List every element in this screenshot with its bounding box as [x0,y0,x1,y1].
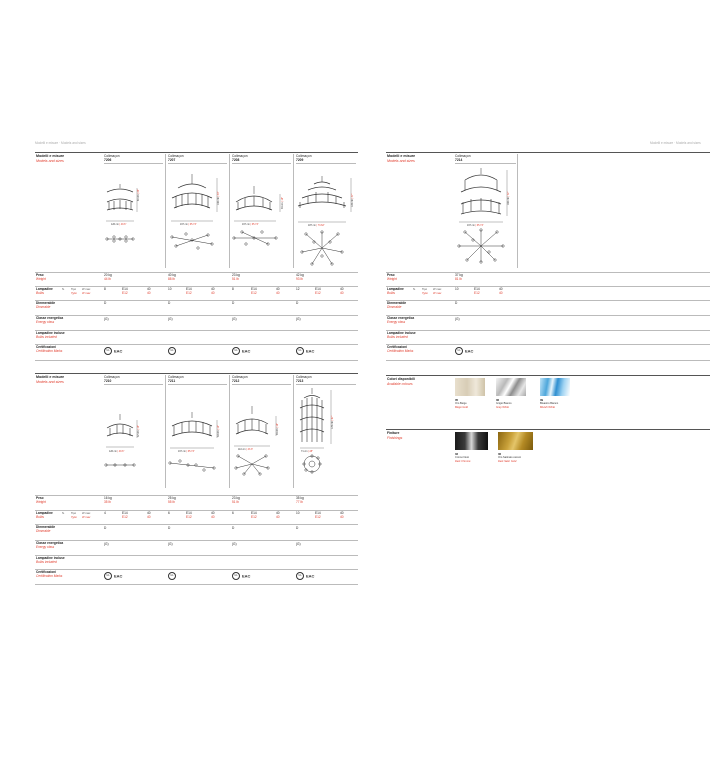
bulbs-type-en-7210: E12 [122,515,128,519]
bulbs-w-en-7207: 40 [211,291,215,295]
right-label-energy-en: Energy class [387,320,406,324]
ul-mark-icon: UL [232,572,240,580]
energy-7206: (G) [104,317,109,321]
bulbs-n-7208: 8 [232,287,234,291]
label-cert-en-bottom: Certification Marks [36,574,63,578]
drawing-7209 [296,172,358,267]
dim-7213: D [296,526,299,530]
ul-mark-icon: UL [168,572,176,580]
bulbs-n-7211: 6 [168,511,170,515]
svg-text:126 cm | 49.6": 126 cm | 49.6" [109,450,125,453]
label-bulbs: Lampadine [36,287,53,291]
svg-text:167 cm | 65.74": 167 cm | 65.74" [180,223,197,226]
right-label-dimmable: Dimmerabile [387,301,407,305]
right-label-bulbs-type: Tipo [422,288,428,291]
label-bulbs-en-bottom: Bulbs [36,515,44,519]
svg-text:167 cm | 65.74": 167 cm | 65.74" [467,224,484,227]
bottom-col4-family: Colimaçon [296,375,312,379]
bulbs-w-7211: 40 [211,511,215,515]
swatch-dark-satin-gold [498,432,533,450]
label-weight-en-bottom: Weight [36,500,46,504]
bulbs-n-7210: 4 [104,511,106,515]
cert-7207 [168,347,178,355]
svg-text:110 cm | 43.3": 110 cm | 43.3" [238,448,254,451]
weight-7209: 42 kg [296,273,304,277]
bulbs-w-en-7206: 40 [147,291,151,295]
bulbs-type-en-7213: E12 [315,515,321,519]
cert-7214 [455,347,473,355]
finishes-rule [386,429,710,430]
ul-mark-icon: UL [296,347,304,355]
ul-mark-icon: UL [232,347,240,355]
bulbs-w-7213: 40 [340,511,344,515]
right-label-cert-en: Certification Marks [387,349,414,353]
energy-7212: (G) [232,542,237,546]
eac-mark-icon: EAC [306,348,315,354]
bulbs-w-en-7214: 40 [499,291,503,295]
weight-en-7207: 88 lb [168,277,175,281]
label-energy: Classe energetica [36,316,64,320]
svg-text:120 cm | 47": 120 cm | 47" [351,193,354,207]
weight-en-7214: 81 lb [455,277,462,281]
bottom-col3-code: 7212 [232,379,240,383]
right-label-weight: Peso [387,273,395,277]
bulbs-n-7206: 8 [104,287,106,291]
right-label-bulbs-n: N. [413,288,416,291]
bulbs-w-en-7208: 40 [276,291,280,295]
bulbs-type-7214: E14 [474,287,480,291]
weight-7211: 25 kg [168,496,176,500]
right-label-energy: Classe energetica [387,316,415,320]
bulbs-type-7206: E14 [122,287,128,291]
ul-mark-icon: UL [455,347,463,355]
bulbs-type-en-7212: E12 [251,515,257,519]
swatch-name-en-05: Beige Gold [455,405,468,409]
bulbs-type-en-7206: E12 [122,291,128,295]
bulbs-n-7212: 6 [232,511,234,515]
colours-title: Colori disponibili [387,377,415,381]
swatch-code-06: 06 [496,398,500,402]
top-col2-family: Colimaçon [168,154,184,158]
swatch-name-09: Bluastro Bianco [540,402,559,405]
eac-mark-icon: EAC [242,348,251,354]
top-col1-family: Colimaçon [104,154,120,158]
right-label-bulbs: Lampadine [387,287,404,291]
bulbs-type-en-7208: E12 [251,291,257,295]
swatch-code-05: 05 [455,398,459,402]
cert-7206 [104,347,122,355]
finish-code-02: 02 [455,452,459,456]
dim-7207: D [168,301,171,305]
bottom-section-title: Modelli e misure [36,375,65,379]
label-bulbs-type-bottom: Tipo [71,512,77,515]
bottom-col4-code: 7213 [296,379,304,383]
swatch-name-en-06: Grey White [496,405,509,409]
right-label-bulbs-w: W max [433,288,442,291]
bulbs-w-en-7211: 40 [211,515,215,519]
right-col-family: Colimaçon [455,154,471,158]
finish-name-02: Cromo Nero [455,456,470,459]
svg-text:187 cm | 73.62": 187 cm | 73.62" [308,224,325,227]
weight-en-7210: 35 lb [104,500,111,504]
label-dimmable: Dimmerabile [36,301,56,305]
bulbs-w-7207: 40 [211,287,215,291]
label-cert-en: Certification Marks [36,349,63,353]
bottom-table-rule [35,373,358,374]
bulbs-type-7207: E14 [186,287,192,291]
weight-en-7208: 51 lb [232,277,239,281]
bulbs-type-7209: E14 [315,287,321,291]
swatch-beige-gold [455,378,485,396]
running-head-right: Modelli e misure · Models and sizes [650,141,701,145]
eac-mark-icon: EAC [114,573,123,579]
energy-7213: (G) [296,542,301,546]
weight-7206: 20 kg [104,273,112,277]
label-energy-en-bottom: Energy class [36,545,55,549]
colours-rule [386,375,710,376]
label-dimmable-en: Dimmable [36,305,51,309]
finish-name-en-06: Dark Satin Gold [498,459,517,463]
bottom-col2-family: Colimaçon [168,375,184,379]
svg-text:46 cm | 18": 46 cm | 18" [281,197,284,209]
svg-text:167 cm | 65.74": 167 cm | 65.74" [242,223,259,226]
energy-7208: (G) [232,317,237,321]
drawing-7212 [232,402,292,477]
right-label-dimmable-en: Dimmable [387,305,402,309]
label-bulbs-w: W max [82,288,91,291]
energy-7210: (G) [104,542,109,546]
bottom-col1-code: 7210 [104,379,112,383]
label-included-bottom: Lampadine incluse [36,556,65,560]
drawing-7214 [455,166,517,266]
right-table-rule [386,152,710,153]
weight-7214: 37 kg [455,273,463,277]
energy-7207: (G) [168,317,173,321]
swatch-code-09: 09 [540,398,544,402]
label-cert-bottom: Certificazioni [36,570,57,574]
bulbs-type-en-7214: E12 [474,291,480,295]
bulbs-n-7207: 10 [168,287,172,291]
swatch-name-en-09: Bluishi White [540,405,555,409]
cert-7208 [232,347,250,355]
bulbs-w-7214: 40 [499,287,503,291]
bulbs-w-en-7210: 40 [147,515,151,519]
right-label-bulbs-w-en: W max [433,292,442,295]
label-bulbs-w-en-bottom: W max [82,516,91,519]
label-included-en: Bulbs included [36,335,57,339]
label-bulbs-type-en-bottom: Type [71,516,77,519]
label-cert: Certificazioni [36,345,57,349]
top-col3-family: Colimaçon [232,154,248,158]
cert-7210 [104,572,122,580]
energy-7214: (G) [455,317,460,321]
svg-text:170 cm | 67": 170 cm | 67" [331,415,334,429]
running-head-left: Modelli e misure · Models and sizes [35,141,86,145]
svg-text:33 cm | 13": 33 cm | 13" [217,425,220,437]
eac-mark-icon: EAC [114,348,123,354]
energy-7209: (G) [296,317,301,321]
label-dimmable-en-bottom: Dimmable [36,529,51,533]
ul-mark-icon: UL [104,347,112,355]
drawing-7213 [296,386,358,486]
right-col-code: 7214 [455,158,463,162]
drawing-7207 [168,164,228,264]
label-weight-bottom: Peso [36,496,44,500]
label-bulbs-bottom: Lampadine [36,511,53,515]
bottom-col3-family: Colimaçon [232,375,248,379]
ul-mark-icon: UL [168,347,176,355]
label-energy-en: Energy class [36,320,55,324]
label-bulbs-n: N. [62,288,65,291]
top-section-title: Modelli e misure [36,154,65,158]
drawing-7206 [104,166,164,266]
bulbs-type-7210: E14 [122,511,128,515]
label-bulbs-w-en: W max [82,292,91,295]
bulbs-type-7208: E14 [251,287,257,291]
right-section-title: Modelli e misure [387,154,416,158]
bottom-section-subtitle: Models and sizes [36,379,64,384]
right-section-subtitle: Models and sizes [387,158,415,163]
right-label-included-en: Bulbs included [387,335,408,339]
bulbs-type-7212: E14 [251,511,257,515]
swatch-grey-white [496,378,526,396]
bulbs-type-7213: E14 [315,511,321,515]
finishes-subtitle: Finishings [387,435,403,440]
ul-mark-icon: UL [104,572,112,580]
cert-7211 [168,572,178,580]
right-label-cert: Certificazioni [387,345,408,349]
svg-text:64 cm | 25": 64 cm | 25" [137,189,140,201]
weight-7212: 23 kg [232,496,240,500]
weight-en-7206: 44 lb [104,277,111,281]
right-label-bulbs-type-en: Type [422,292,428,295]
bottom-col1-family: Colimaçon [104,375,120,379]
drawing-7211 [168,408,228,473]
svg-text:71 cm | 28": 71 cm | 28" [301,450,313,453]
weight-en-7212: 51 lb [232,500,239,504]
bulbs-type-7211: E14 [186,511,192,515]
dim-7211: D [168,526,171,530]
right-label-included: Lampadine incluse [387,331,416,335]
swatch-name-05: Oro Beige [455,402,467,405]
swatch-name-06: Grigio Bianco [496,402,512,405]
bulbs-w-7208: 40 [276,287,280,291]
cert-7213 [296,572,314,580]
label-included: Lampadine incluse [36,331,65,335]
swatch-bluish-white [540,378,570,396]
cert-7212 [232,572,250,580]
label-dimmable-bottom: Dimmerabile [36,525,56,529]
finish-name-en-02: Dark Chrome [455,459,471,463]
bulbs-w-7210: 40 [147,511,151,515]
bulbs-w-7212: 40 [276,511,280,515]
energy-7211: (G) [168,542,173,546]
weight-7207: 40 kg [168,273,176,277]
finish-code-06: 06 [498,452,502,456]
label-bulbs-n-bottom: N. [62,512,65,515]
svg-text:182 cm | 72": 182 cm | 72" [507,191,510,205]
bulbs-w-en-7213: 40 [340,515,344,519]
bulbs-type-en-7207: E12 [186,291,192,295]
top-col2-code: 7207 [168,158,176,162]
svg-text:167 cm | 65.74": 167 cm | 65.74" [178,450,195,453]
bulbs-n-7209: 12 [296,287,300,291]
bulbs-w-7209: 40 [340,287,344,291]
dim-7208: D [232,301,235,305]
eac-mark-icon: EAC [465,348,474,354]
cert-7209 [296,347,314,355]
dim-7209: D [296,301,299,305]
weight-en-7211: 55 lb [168,500,175,504]
svg-text:37 cm | 15": 37 cm | 15" [137,425,140,437]
top-col3-code: 7208 [232,158,240,162]
bulbs-type-en-7211: E12 [186,515,192,519]
bulbs-w-en-7212: 40 [276,515,280,519]
label-bulbs-type-en: Type [71,292,77,295]
finishes-title: Finiture [387,431,400,435]
bulbs-w-7206: 40 [147,287,151,291]
bulbs-n-7214: 10 [455,287,459,291]
label-energy-bottom: Classe energetica [36,541,64,545]
dim-7210: D [104,526,107,530]
svg-text:126 cm | 49.6": 126 cm | 49.6" [111,223,127,226]
drawing-7208 [232,176,292,266]
eac-mark-icon: EAC [306,573,315,579]
eac-mark-icon: EAC [242,573,251,579]
weight-7210: 16 kg [104,496,112,500]
drawing-7210 [104,410,164,470]
svg-text:102 cm | 40": 102 cm | 40" [217,191,220,205]
label-weight-en: Weight [36,277,46,281]
svg-text:46 cm | 18": 46 cm | 18" [276,423,279,435]
label-included-en-bottom: Bulbs included [36,560,57,564]
label-bulbs-en: Bulbs [36,291,44,295]
dim-7214: D [455,301,458,305]
label-weight: Peso [36,273,44,277]
right-label-bulbs-en: Bulbs [387,291,395,295]
weight-en-7209: 93 lb [296,277,303,281]
dim-7212: D [232,526,235,530]
top-col4-family: Colimaçon [296,154,312,158]
dim-7206: D [104,301,107,305]
colours-subtitle: Available colours [387,381,413,386]
swatch-dark-chrome [455,432,488,450]
top-col1-code: 7206 [104,158,112,162]
bulbs-n-7213: 10 [296,511,300,515]
label-bulbs-w-bottom: W max [82,512,91,515]
ul-mark-icon: UL [296,572,304,580]
bulbs-w-en-7209: 40 [340,291,344,295]
bottom-col2-code: 7211 [168,379,176,383]
right-label-weight-en: Weight [387,277,397,281]
bulbs-type-en-7209: E12 [315,291,321,295]
weight-7213: 35 kg [296,496,304,500]
label-bulbs-type: Tipo [71,288,77,291]
top-table-rule [35,152,358,153]
weight-7208: 23 kg [232,273,240,277]
finish-name-06: Oro Satinato oscuro [498,456,522,459]
weight-en-7213: 77 lb [296,500,303,504]
top-col4-code: 7209 [296,158,304,162]
top-section-subtitle: Models and sizes [36,158,64,163]
